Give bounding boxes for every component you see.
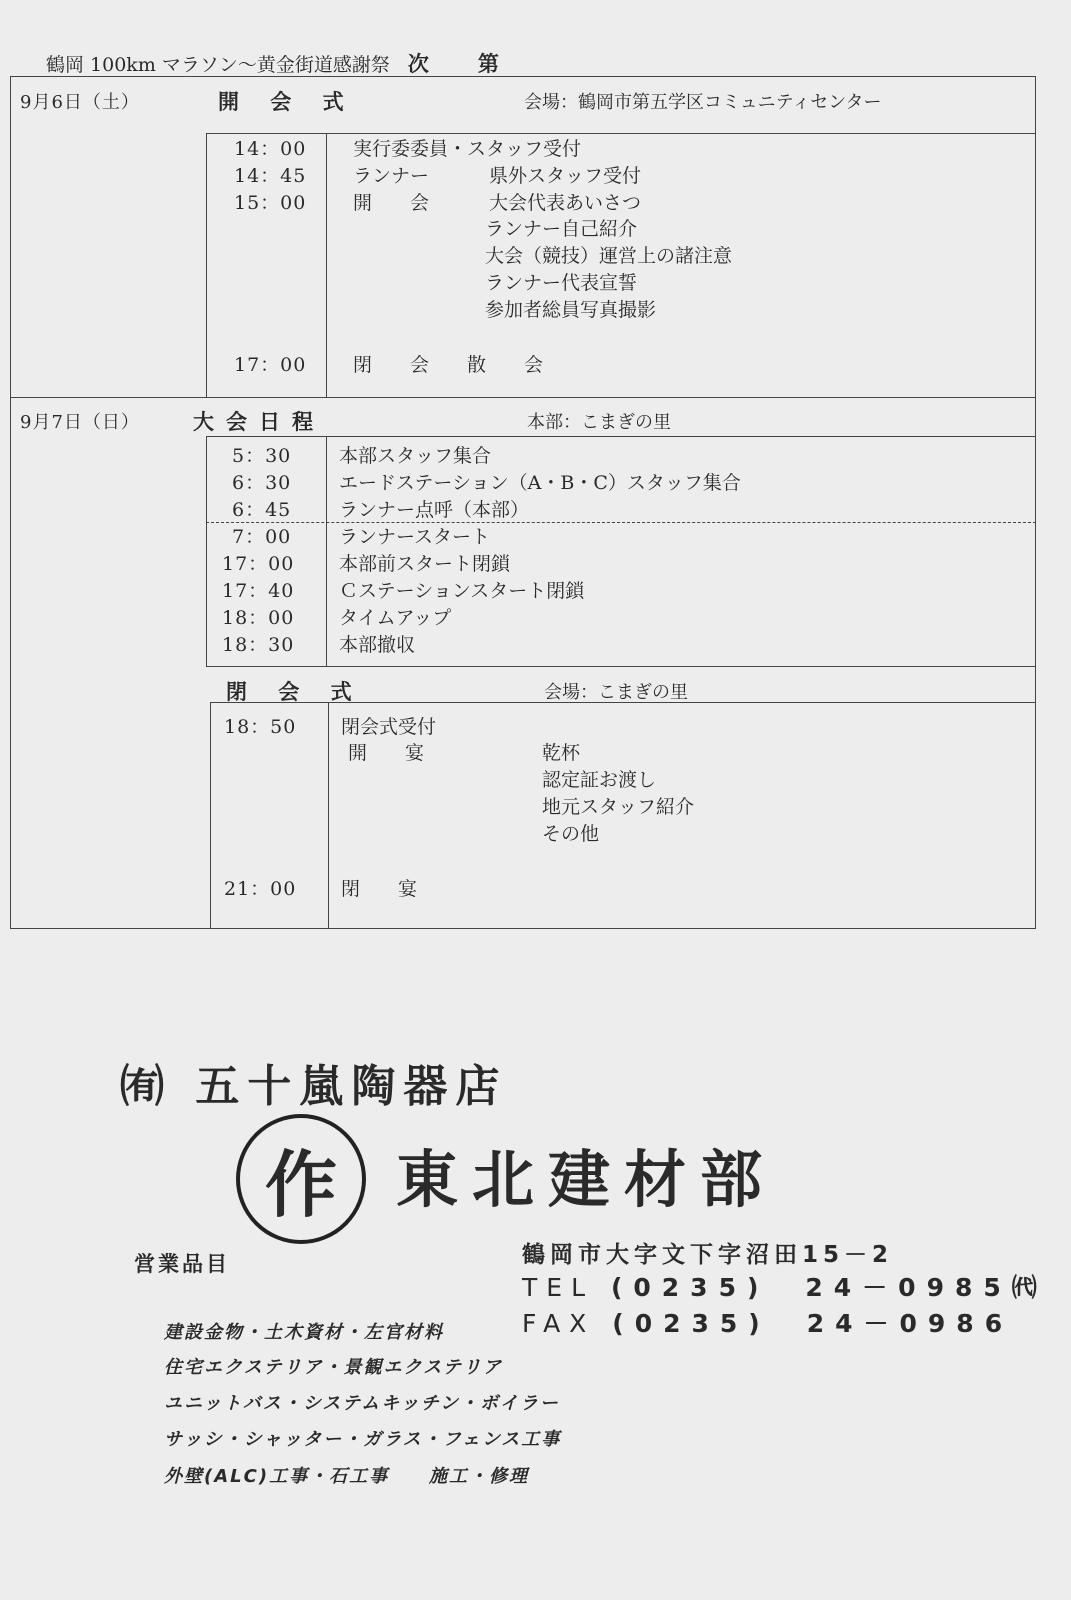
row-time: 6：45 <box>232 499 292 521</box>
tel-label: TEL <box>522 1273 594 1302</box>
day1-venue: 会場：鶴岡市第五学区コミュニティセンター <box>524 92 882 113</box>
day1-box-top <box>206 133 1036 134</box>
closing-box-top <box>210 702 1036 703</box>
opening-detail: ランナー自己紹介 <box>485 218 638 240</box>
day2-venue: 本部：こまぎの里 <box>527 412 671 433</box>
row-time: 14：00 <box>234 138 307 160</box>
row-item: 本部前スタート閉鎖 <box>339 553 511 575</box>
day1-date: 9月6日（土） <box>20 92 140 113</box>
frame-top-line <box>10 76 1036 77</box>
row-time: 15：00 <box>234 192 307 214</box>
frame-bottom-line <box>10 928 1036 929</box>
banquet-item: その他 <box>542 823 600 845</box>
tel-line <box>522 1268 1048 1304</box>
frame-right-line <box>1035 76 1036 928</box>
schedule-row <box>234 136 306 163</box>
closing-start-time: 18：50 <box>224 716 297 738</box>
fax-line <box>522 1304 1013 1340</box>
day2-time-divider <box>326 436 327 666</box>
event-name: 鶴岡 100km マラソン〜黄金街道感謝祭 <box>46 54 390 76</box>
row-time: 7：00 <box>232 526 292 548</box>
row-time: 6：30 <box>232 472 292 494</box>
day2-box-top <box>206 436 1036 437</box>
day1-heading: 開 会 式 <box>218 89 356 114</box>
company-name-2: 東北建材部 <box>396 1143 777 1216</box>
row-time: 17：00 <box>222 553 295 575</box>
row-time: 18：30 <box>222 634 295 656</box>
banquet-item: 地元スタッフ紹介 <box>542 796 695 818</box>
business-item: 建設金物・土木資材・左官材料 <box>164 1322 444 1343</box>
business-item: ユニットバス・システムキッチン・ボイラー <box>164 1393 560 1414</box>
fax-label: FAX <box>522 1309 596 1338</box>
day2-box-left <box>206 436 207 666</box>
title-label: 次 第 <box>407 51 513 76</box>
row-item: ランナースタート <box>339 526 491 548</box>
row-time: 17：00 <box>234 354 307 376</box>
business-item: 住宅エクステリア・景観エクステリア <box>164 1357 503 1378</box>
row-item: 本部撤収 <box>339 634 416 656</box>
row-time: 14：45 <box>234 165 307 187</box>
opening-detail: ランナー代表宣誓 <box>485 272 638 294</box>
row-time: 18：00 <box>222 607 295 629</box>
closing-end-label: 閉 宴 <box>341 878 418 900</box>
day2-dashed-divider <box>206 522 1036 523</box>
row-time: 17：40 <box>222 580 295 602</box>
day1-time-divider <box>326 133 327 397</box>
opening-detail: 参加者総員写真撮影 <box>485 299 657 321</box>
row-item: ランナー <box>353 165 430 187</box>
row-item: Ｃステーションスタート閉鎖 <box>339 580 585 602</box>
page-title <box>46 48 513 78</box>
row-item: 実行委委員・スタッフ受付 <box>353 138 582 160</box>
row-item: タイムアップ <box>339 607 452 629</box>
row-item: 本部スタッフ集合 <box>339 445 492 467</box>
logo-char: 作 <box>264 1143 337 1227</box>
row-item: 閉 会 散 会 <box>353 354 544 376</box>
day1-box-left <box>206 133 207 397</box>
day2-heading: 大会日程 <box>193 409 325 434</box>
company-address: 鶴岡市大字文下字沼田15－2 <box>522 1242 894 1268</box>
banquet-item: 認定証お渡し <box>542 769 657 791</box>
banquet-item: 乾杯 <box>542 742 581 764</box>
tel-number: (0235) 24－0985㈹ <box>610 1273 1048 1302</box>
closing-heading: 閉 会 式 <box>226 679 364 704</box>
row-item: 開 会 <box>353 192 430 214</box>
day2-date: 9月7日（日） <box>20 412 140 433</box>
closing-venue: 会場：こまぎの里 <box>544 682 688 703</box>
fax-number: (0235) 24－0986 <box>612 1309 1014 1338</box>
frame-left-line <box>10 76 11 928</box>
opening-detail: 大会（競技）運営上の諸注意 <box>485 245 733 267</box>
closing-box-left <box>210 702 211 928</box>
row-time: 5：30 <box>232 445 292 467</box>
row-subitem: 県外スタッフ受付 <box>489 165 642 187</box>
closing-end-time: 21：00 <box>224 878 297 900</box>
company-name-1: ㈲ 五十嵐陶器店 <box>120 1061 508 1112</box>
closing-banquet: 開 宴 <box>348 742 425 764</box>
day-divider-line <box>10 397 1036 398</box>
day2-box-bottom <box>206 666 1036 667</box>
business-item: 外壁(ALC)工事・石工事 施工・修理 <box>164 1466 530 1487</box>
business-heading: 営業品目 <box>134 1252 230 1276</box>
company-logo <box>236 1114 366 1244</box>
closing-reception: 閉会式受付 <box>341 716 437 738</box>
business-item: サッシ・シャッター・ガラス・フェンス工事 <box>164 1429 562 1450</box>
closing-time-divider <box>328 702 329 928</box>
row-item: エードステーション（A・B・C）スタッフ集合 <box>339 472 741 494</box>
row-item: ランナー点呼（本部） <box>339 499 530 521</box>
row-subitem: 大会代表あいさつ <box>489 192 642 214</box>
